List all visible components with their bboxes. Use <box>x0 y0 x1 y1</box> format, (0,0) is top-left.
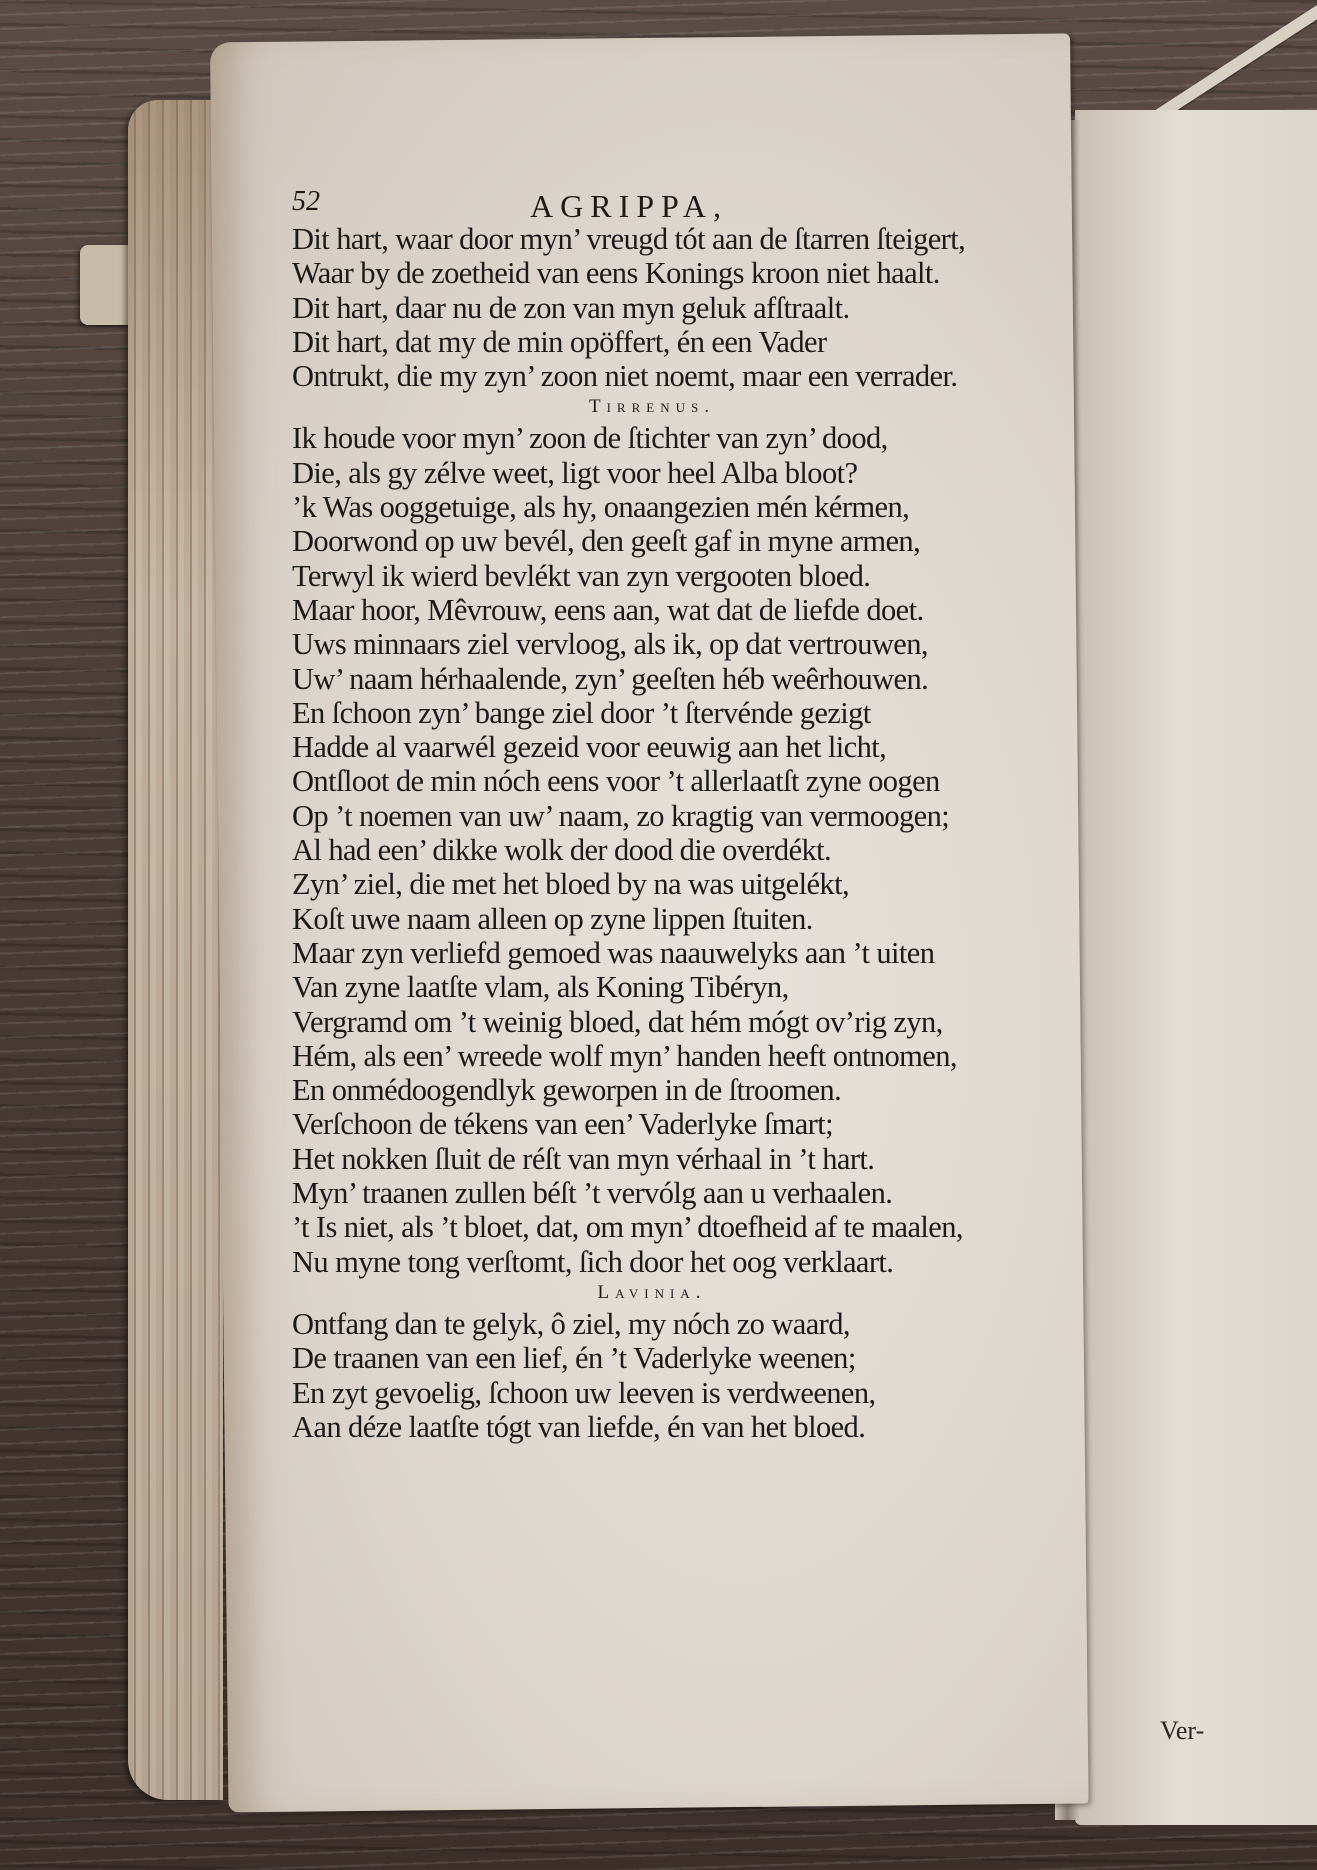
verse-line: Uw’ naam hérhaalende, zyn’ geeſten héb weêrhouwen. <box>292 661 929 696</box>
verse-line: Van zyne laatſte vlam, als Koning Tibéryn, <box>292 970 789 1005</box>
catchword: Ver- <box>1160 1716 1205 1745</box>
verse-line: Aan déze laatſte tógt van liefde, én van het bloed. <box>292 1409 866 1444</box>
verse-line: Het nokken ſluit de réſt van myn vérhaal in ’t hart. <box>292 1141 875 1176</box>
page-edges <box>128 100 223 1800</box>
book-cover-corner <box>80 245 130 325</box>
verse-line: Koſt uwe naam alleen op zyne lippen ſtuiten. <box>292 901 813 936</box>
verse-line: Ik houde voor myn’ zoon de ſtichter van zyn’ dood, <box>292 421 888 456</box>
verse-line: Dit hart, waar door myn’ vreugd tót aan de ſtarren ſteigert, <box>292 222 966 256</box>
verse-line: En ſchoon zyn’ bange ziel door ’t ſtervénde gezigt <box>292 695 871 730</box>
verse-line: Myn’ traanen zullen béſt ’t vervólg aan u verhaalen. <box>292 1176 893 1211</box>
passage-lavinia <box>292 1279 1052 1444</box>
verse-line: Die, als gy zélve weet, ligt voor heel Alba bloot? <box>292 455 858 490</box>
verse-line: Waar by de zoetheid van eens Konings kroon niet haalt. <box>292 256 940 291</box>
page-number: 52 <box>292 186 320 217</box>
verse-line: Maar zyn verliefd gemoed was naauwelyks aan ’t uiten <box>292 935 935 970</box>
passage-tirrenus <box>292 393 1052 1278</box>
verse-line: ’k Was ooggetuige, als hy, onaangezien mén kérmen, <box>292 490 910 525</box>
verse-line: Verſchoon de tékens van een’ Vaderlyke ſmart; <box>292 1107 833 1142</box>
verse-line: Vergramd om ’t weinig bloed, dat hém mógt ov’rig zyn, <box>292 1004 943 1039</box>
page-header <box>292 178 1052 222</box>
verse-line: Dit hart, dat my de min opöffert, én een Vader <box>292 324 827 359</box>
verse-line: Ontfang dan te gelyk, ô ziel, my nóch zo waard, <box>292 1306 850 1341</box>
verse-line: ’t Is niet, als ’t bloet, dat, om myn’ dtoefheid af te maalen, <box>292 1210 963 1245</box>
speaker-heading: Lavinia. <box>597 1281 707 1303</box>
verse-line: Maar hoor, Mêvrouw, eens aan, wat dat de liefde doet. <box>292 592 924 627</box>
facing-page <box>1075 110 1317 1825</box>
verse-line: Hadde al vaarwél gezeid voor eeuwig aan het licht, <box>292 730 887 765</box>
verse-line: Hém, als een’ wreede wolf myn’ handen heeft ontnomen, <box>292 1038 957 1073</box>
verse-line: En onmédoogendlyk geworpen in de ſtroomen. <box>292 1073 842 1108</box>
verse-line: Terwyl ik wierd bevlékt van zyn vergooten bloed. <box>292 558 871 593</box>
verse-line: Op ’t noemen van uw’ naam, zo kragtig van vermoogen; <box>292 798 950 833</box>
verse-line: De traanen van een lief, én ’t Vaderlyke weenen; <box>292 1341 856 1376</box>
passage-1 <box>292 222 1052 393</box>
page-text <box>292 178 1052 1444</box>
running-title: AGRIPPA, <box>530 188 728 224</box>
verse-line: Nu myne tong verſtomt, ſich door het oog verklaart. <box>292 1244 894 1279</box>
verse-line: Ontrukt, die my zyn’ zoon niet noemt, maar een verrader. <box>292 359 958 394</box>
verse-line: Uws minnaars ziel vervloog, als ik, op dat vertrouwen, <box>292 627 928 662</box>
speaker-heading: Tirrenus. <box>589 396 715 418</box>
verse-line: Al had een’ dikke wolk der dood die overdékt. <box>292 833 832 868</box>
verse-line: Dit hart, daar nu de zon van myn geluk afſtraalt. <box>292 290 850 325</box>
verse-line: Doorwond op uw bevél, den geeſt gaf in myne armen, <box>292 524 921 559</box>
verse-line: En zyt gevoelig, ſchoon uw leeven is verdweenen, <box>292 1375 876 1410</box>
verse-line: Zyn’ ziel, die met het bloed by na was uitgelékt, <box>292 867 849 902</box>
verse-line: Ontſloot de min nóch eens voor ’t allerlaatſt zyne oogen <box>292 764 940 799</box>
